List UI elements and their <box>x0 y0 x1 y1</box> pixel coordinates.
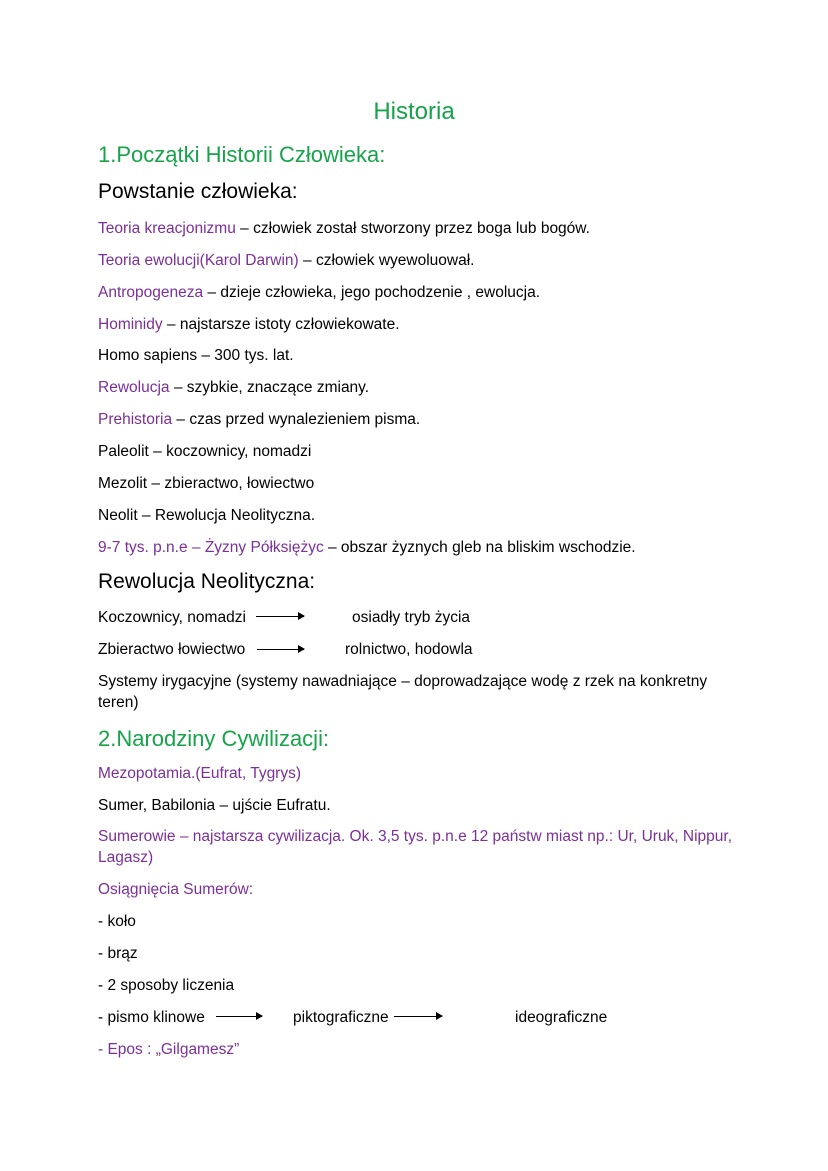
arrow-right-icon <box>256 616 304 617</box>
list-item <box>98 473 314 494</box>
definition: – człowiek został stworzony przez boga lub bogów. <box>235 220 590 237</box>
flow-left-2: Zbieractwo łowiectwo <box>98 641 246 658</box>
sumer-line: Sumer, Babilonia – ujście Eufratu. <box>98 797 331 814</box>
epic-line: - Epos : „Gilgamesz” <box>98 1041 240 1058</box>
arrow-right-icon <box>394 1016 442 1017</box>
subheading-neolithic: Rewolucja Neolityczna: <box>98 570 316 593</box>
definition: Paleolit – koczownicy, nomadzi <box>98 443 312 460</box>
definition: – szybkie, znaczące zmiany. <box>169 379 370 396</box>
definition: Neolit – Rewolucja Neolityczna. <box>98 507 316 524</box>
section-1-heading: 1.Początki Historii Człowieka: <box>98 142 386 167</box>
flow-right-1: osiadły tryb życia <box>352 609 471 626</box>
list-item <box>98 250 474 271</box>
term: Teoria ewolucji(Karol Darwin) <box>98 252 304 269</box>
achievements-heading: Osiągnięcia Sumerów: <box>98 881 254 898</box>
mezopotamia-line: Mezopotamia.(Eufrat, Tygrys) <box>98 765 302 782</box>
flow-right-2: rolnictwo, hodowla <box>345 641 473 658</box>
definition: – obszar żyznych gleb na bliskim wschodzie. <box>323 539 636 556</box>
list-item <box>98 537 636 558</box>
term: Teoria kreacjonizmu <box>98 220 236 237</box>
sumerowie-text: Sumerowie – najstarsza cywilizacja. Ok. 3,5 tys. p.n.e 12 państw miast np.: Ur, Uruk, Nippur, Lagasz) <box>98 828 733 866</box>
writing-step-3: ideograficzne <box>515 1009 608 1026</box>
definition: – czas przed wynalezieniem pisma. <box>172 411 421 428</box>
list-item: - 2 sposoby liczenia <box>98 977 235 994</box>
definition: Homo sapiens – 300 tys. lat. <box>98 347 294 364</box>
list-item <box>98 377 369 398</box>
term: Hominidy <box>98 316 163 333</box>
list-item <box>98 218 590 239</box>
term: Prehistoria <box>98 411 173 428</box>
term: Rewolucja <box>98 379 170 396</box>
definition: – najstarsze istoty człowiekowate. <box>162 316 400 333</box>
arrow-right-icon <box>257 649 304 650</box>
writing-step-2: piktograficzne <box>293 1009 389 1026</box>
flow-left-1: Koczownicy, nomadzi <box>98 609 246 626</box>
definition: – dzieje człowieka, jego pochodzenie , ewolucja. <box>203 284 541 301</box>
list-item <box>98 441 311 462</box>
list-item: - koło <box>98 913 136 930</box>
term: Antropogeneza <box>98 284 204 301</box>
definition: Mezolit – zbieractwo, łowiectwo <box>98 475 315 492</box>
list-item: - brąz <box>98 945 138 962</box>
arrow-right-icon <box>216 1016 262 1017</box>
subheading-origins: Powstanie człowieka: <box>98 180 298 203</box>
list-item <box>98 282 540 303</box>
list-item <box>98 345 294 366</box>
page-title: Historia <box>373 98 455 125</box>
list-item <box>98 505 315 526</box>
irrigation-text: Systemy irygacyjne (systemy nawadniające – doprowadzające wodę z rzek na konkretny teren) <box>98 673 708 711</box>
writing-step-1: - pismo klinowe <box>98 1009 205 1026</box>
list-item <box>98 314 400 335</box>
term: 9-7 tys. p.n.e – Żyzny Półksiężyc <box>98 539 324 556</box>
definition: – człowiek wyewoluował. <box>303 252 475 269</box>
list-item <box>98 409 420 430</box>
section-2-heading: 2.Narodziny Cywilizacji: <box>98 726 330 751</box>
